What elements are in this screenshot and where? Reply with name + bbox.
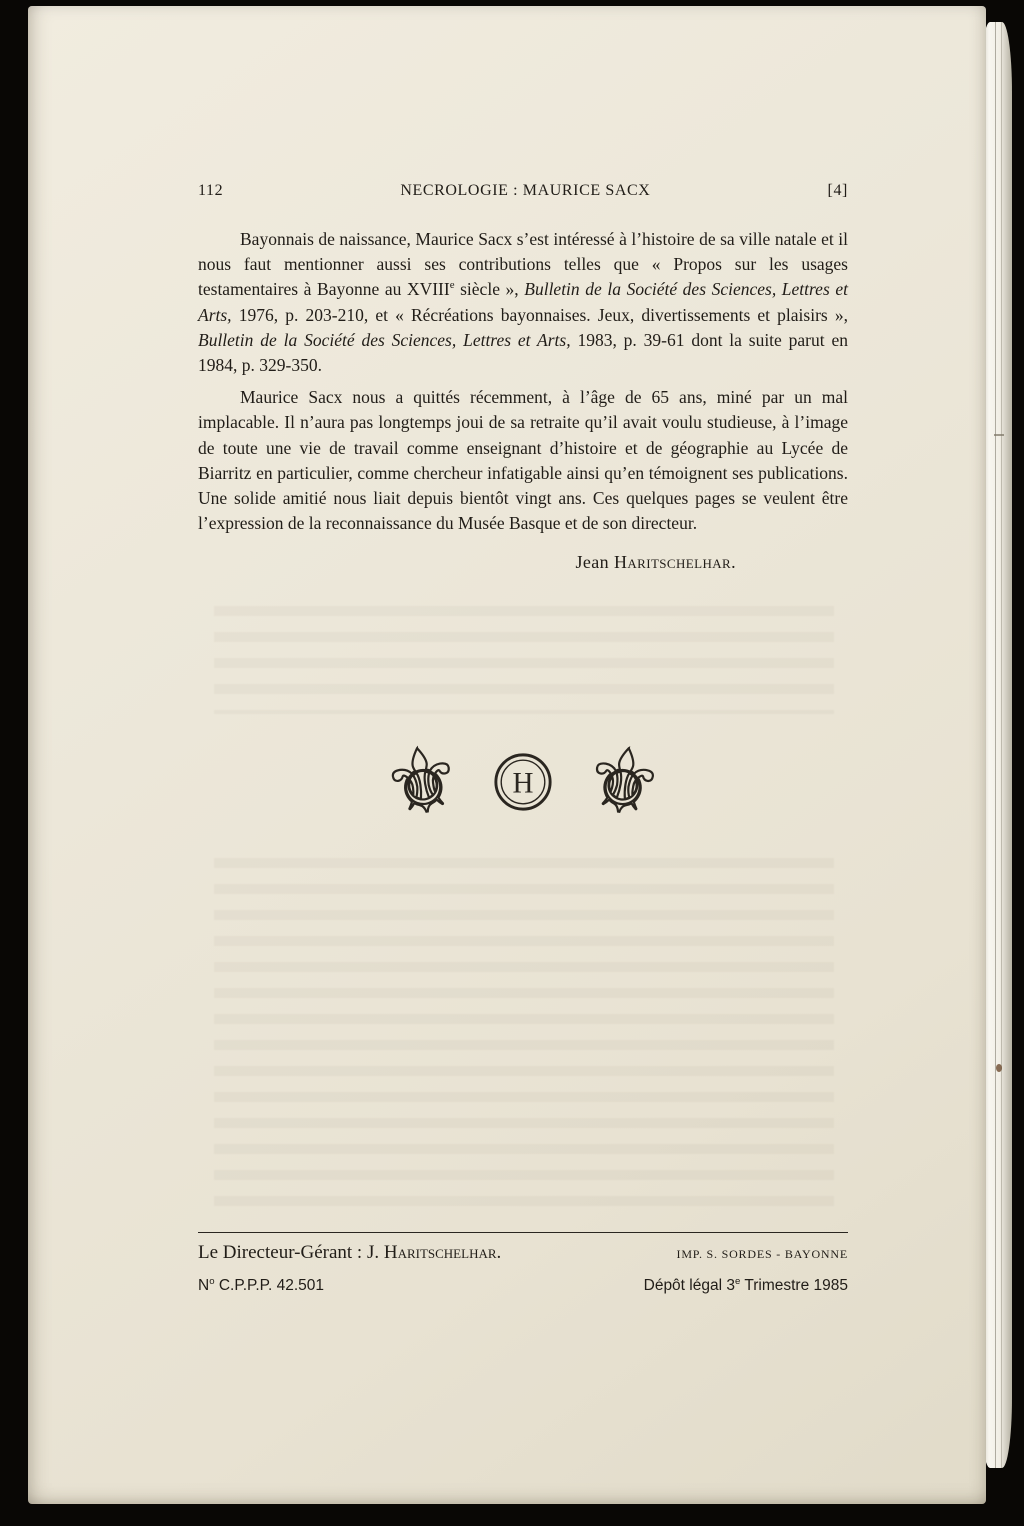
book-page — [28, 6, 986, 1504]
monogram-letter: H — [512, 767, 534, 800]
text-column — [198, 182, 848, 573]
fleur-de-lis-icon: ⚜ — [375, 724, 470, 839]
colophon-rule — [198, 1232, 848, 1233]
page-bleed-through — [214, 606, 834, 714]
director-gerant: Le Directeur-Gérant : J. Haritschelhar. — [198, 1242, 502, 1263]
author-signature: Jean Haritschelhar. — [575, 552, 736, 573]
colophon-row-1 — [198, 1242, 848, 1264]
depot-legal: Dépôt légal 3e Trimestre 1985 — [643, 1275, 848, 1294]
page-number: 112 — [198, 182, 224, 199]
circled-monogram-icon — [492, 751, 554, 813]
colophon-row-2 — [198, 1277, 848, 1295]
column-reference: [4] — [827, 182, 848, 199]
printer-ornament — [198, 722, 848, 842]
paragraph-bibliography: Bayonnais de naissance, Maurice Sacx s’est intéressé à l’histoire de sa ville natale et il nous faut mentionner aussi ses contributions telles que « Propos sur les usages testamentaires à Bayonne au XVIIIe siècle », Bulletin de la Société des Sciences, Lettres et Arts, 1976, p. 203-210, et « Récréations bayonnaises. Jeux, divertissements et plaisirs », Bulletin de la Société des Sciences, Lettres et Arts, 1983, p. 39-61 dont la suite parut en 1984, p. 329-350. — [198, 229, 848, 376]
paper-speck — [996, 1064, 1002, 1072]
fleur-de-lis-icon: ⚜ — [576, 724, 671, 839]
paragraph-obituary: Maurice Sacx nous a quittés récemment, à l’âge de 65 ans, miné par un mal implacable. Il n’aura pas longtemps joui de sa retraite qu’il avait voulu studieuse, à l’image de toute une vie de travail comme enseignant d’histoire et de géographie au Lycée de Biarritz en particulier, comme chercheur infatigable ainsi qu’en témoignent ses publications. Une solide amitié nous liait depuis bientôt vingt ans. Ces quelques pages se veulent être l’expression de la reconnaissance du Musée Basque et de son directeur. — [198, 387, 848, 534]
running-title: NECROLOGIE : MAURICE SACX — [400, 182, 651, 199]
paper-mark — [994, 434, 1004, 436]
printer-imprint: IMP. S. SORDES - BAYONNE — [676, 1247, 848, 1261]
colophon — [198, 1232, 848, 1295]
running-head — [198, 182, 848, 200]
page-bleed-through — [214, 858, 834, 1220]
cppp-number: $N^o$ C.P.P.P. 42.501 — [198, 1275, 325, 1294]
